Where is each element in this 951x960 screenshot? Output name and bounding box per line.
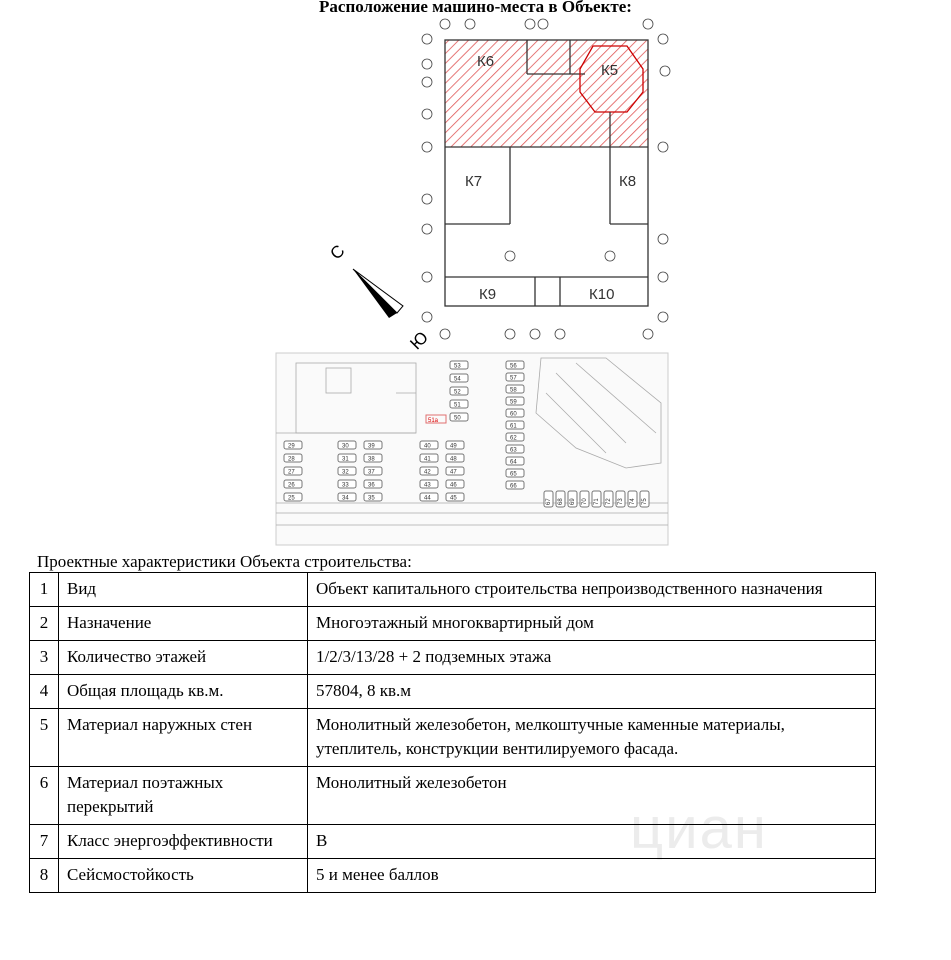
row-value: Монолитный железобетон, мелкоштучные каменные материалы, утеплитель, конструкции вентилируемого фасада. bbox=[308, 709, 876, 767]
compass-north-label: С bbox=[326, 241, 349, 264]
parking-spot-label: 74 bbox=[630, 498, 636, 505]
parking-spot-label: 30 bbox=[342, 443, 349, 450]
parking-spot-label: 39 bbox=[368, 443, 375, 450]
highlight-spot-label: 51a bbox=[428, 418, 439, 424]
table-row bbox=[30, 767, 876, 825]
parking-spot-label: 33 bbox=[342, 482, 349, 489]
parking-spot-label: 56 bbox=[510, 363, 517, 370]
compass-south-label: Ю bbox=[406, 327, 432, 354]
row-value: Объект капитального строительства непроизводственного назначения bbox=[308, 573, 876, 607]
row-value: 5 и менее баллов bbox=[308, 859, 876, 893]
parking-spot-label: 50 bbox=[454, 415, 461, 422]
parking-spot-label: 41 bbox=[424, 456, 431, 463]
parking-spot-label: 45 bbox=[450, 495, 457, 502]
parking-spot-label: 64 bbox=[510, 459, 517, 466]
row-key: Класс энергоэффективности bbox=[59, 825, 308, 859]
row-number: 7 bbox=[30, 825, 59, 859]
section-k6-label: К6 bbox=[477, 53, 495, 70]
parking-spot-label: 52 bbox=[454, 389, 461, 396]
parking-spot-label: 47 bbox=[450, 469, 457, 476]
parking-spot-label: 42 bbox=[424, 469, 431, 476]
table-row bbox=[30, 675, 876, 709]
row-key: Назначение bbox=[59, 607, 308, 641]
section-k7-label: К7 bbox=[465, 173, 483, 190]
row-value: В bbox=[308, 825, 876, 859]
row-number: 2 bbox=[30, 607, 59, 641]
row-value: 57804, 8 кв.м bbox=[308, 675, 876, 709]
parking-spot-label: 71 bbox=[594, 498, 600, 505]
parking-spot-label: 48 bbox=[450, 456, 457, 463]
row-number: 8 bbox=[30, 859, 59, 893]
parking-spot-label: 35 bbox=[368, 495, 375, 502]
parking-spot-label: 54 bbox=[454, 376, 461, 383]
compass-arrow bbox=[325, 236, 432, 356]
parking-spot-label: 40 bbox=[424, 443, 431, 450]
parking-spot-label: 31 bbox=[342, 456, 349, 463]
parking-spot-label: 57 bbox=[510, 375, 517, 382]
parking-spot-label: 53 bbox=[454, 363, 461, 370]
table-row bbox=[30, 825, 876, 859]
parking-spot-label: 72 bbox=[606, 498, 612, 505]
parking-spot-label: 28 bbox=[288, 456, 295, 463]
parking-spot-label: 60 bbox=[510, 411, 517, 418]
section-k5-label: К5 bbox=[601, 62, 619, 79]
parking-spot-label: 75 bbox=[642, 498, 648, 505]
row-value: Многоэтажный многоквартирный дом bbox=[308, 607, 876, 641]
table-row bbox=[30, 641, 876, 675]
table-row bbox=[30, 573, 876, 607]
parking-spot-label: 65 bbox=[510, 471, 517, 478]
table-row bbox=[30, 709, 876, 767]
row-number: 1 bbox=[30, 573, 59, 607]
watermark-logo: циан bbox=[630, 796, 768, 861]
row-value: Монолитный железобетон bbox=[308, 767, 876, 825]
parking-spot-label: 36 bbox=[368, 482, 375, 489]
section-k8-label: К8 bbox=[619, 173, 637, 190]
parking-spot-label: 26 bbox=[288, 482, 295, 489]
row-key: Общая площадь кв.м. bbox=[59, 675, 308, 709]
parking-spot-label: 69 bbox=[570, 498, 576, 505]
parking-spot-label: 27 bbox=[288, 469, 295, 476]
parking-spot-label: 59 bbox=[510, 399, 517, 406]
row-key: Вид bbox=[59, 573, 308, 607]
parking-spot-label: 61 bbox=[510, 423, 517, 430]
section-k9-label: К9 bbox=[479, 286, 497, 303]
parking-spot-label: 63 bbox=[510, 447, 517, 454]
parking-spot-label: 62 bbox=[510, 435, 517, 442]
parking-spot-label: 34 bbox=[342, 495, 349, 502]
row-value: 1/2/3/13/28 + 2 подземных этажа bbox=[308, 641, 876, 675]
hatched-zone bbox=[445, 40, 648, 147]
row-number: 5 bbox=[30, 709, 59, 767]
section-k10-label: К10 bbox=[589, 286, 615, 303]
table-row bbox=[30, 607, 876, 641]
characteristics-table bbox=[29, 572, 876, 893]
building-section-plan bbox=[415, 14, 675, 354]
parking-spot-label: 32 bbox=[342, 469, 349, 476]
table-row bbox=[30, 859, 876, 893]
parking-spot-label: 67 bbox=[546, 498, 552, 505]
parking-spot-label: 25 bbox=[288, 495, 295, 502]
parking-spot-label: 73 bbox=[618, 498, 624, 505]
parking-spot-label: 51 bbox=[454, 402, 461, 409]
row-key: Количество этажей bbox=[59, 641, 308, 675]
parking-spot-label: 43 bbox=[424, 482, 431, 489]
row-key: Материал поэтажных перекрытий bbox=[59, 767, 308, 825]
parking-plan bbox=[276, 353, 668, 545]
row-key: Сейсмостойкость bbox=[59, 859, 308, 893]
row-key: Материал наружных стен bbox=[59, 709, 308, 767]
parking-spot-label: 70 bbox=[582, 498, 588, 505]
row-number: 4 bbox=[30, 675, 59, 709]
characteristics-subtitle: Проектные характеристики Объекта строительства: bbox=[37, 552, 412, 571]
parking-spot-label: 29 bbox=[288, 443, 295, 450]
parking-spot-label: 58 bbox=[510, 387, 517, 394]
parking-spot-label: 37 bbox=[368, 469, 375, 476]
parking-spot-label: 46 bbox=[450, 482, 457, 489]
row-number: 6 bbox=[30, 767, 59, 825]
parking-spot-label: 66 bbox=[510, 483, 517, 490]
parking-spot-label: 44 bbox=[424, 495, 431, 502]
row-number: 3 bbox=[30, 641, 59, 675]
parking-spot-label: 49 bbox=[450, 443, 457, 450]
document-title: Расположение машино-места в Объекте: bbox=[319, 0, 632, 16]
parking-spot-label: 68 bbox=[558, 498, 564, 505]
parking-spot-label: 38 bbox=[368, 456, 375, 463]
